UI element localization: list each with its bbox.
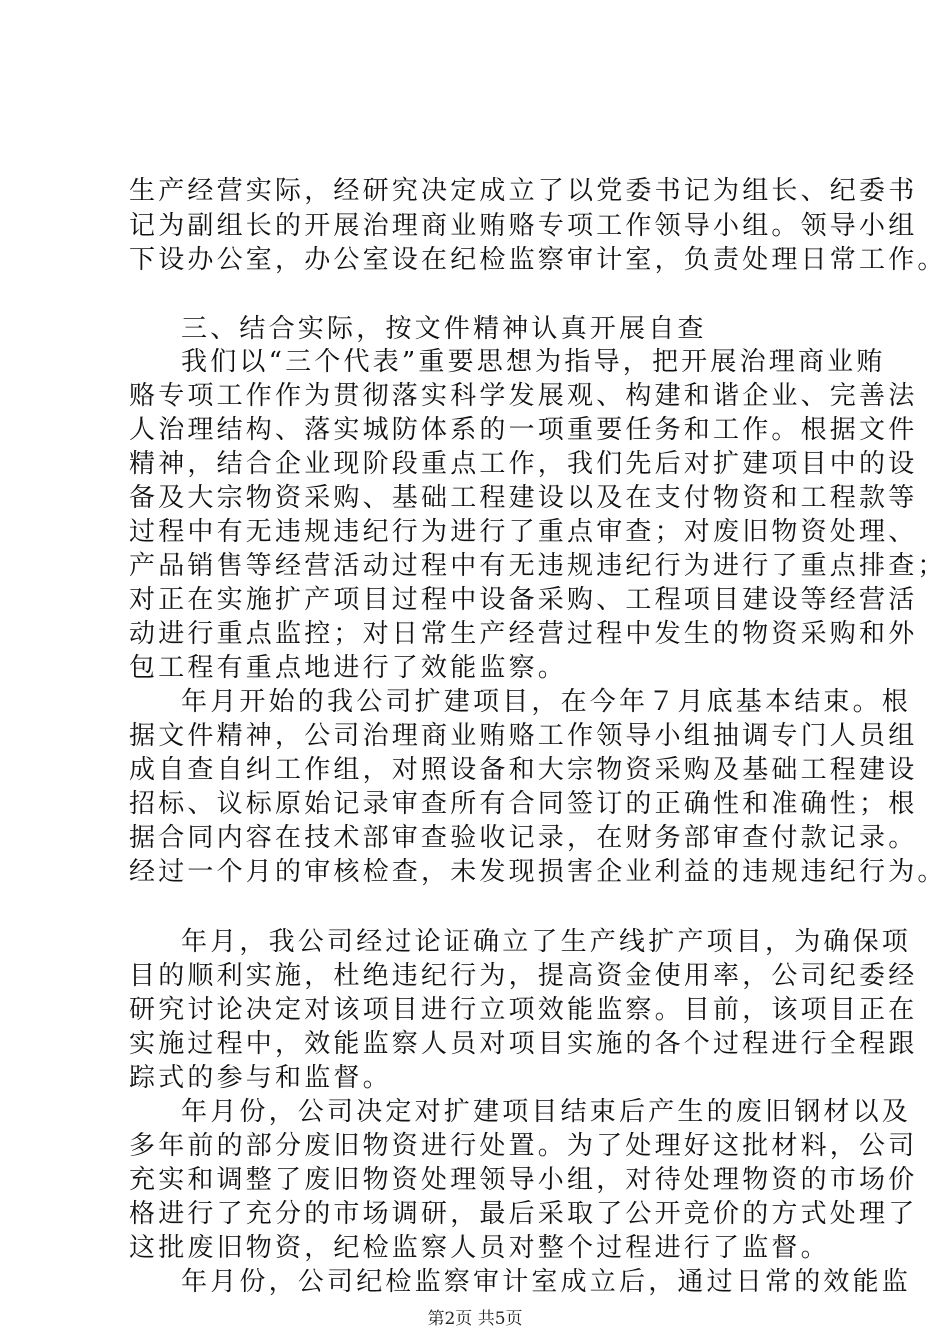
- text-line: 据合同内容在技术部审查验收记录，在财务部审查付款记录。: [129, 823, 918, 853]
- text-line: 下设办公室，办公室设在纪检监察审计室，负责处理日常工作。: [129, 245, 947, 275]
- text-line: 赂专项工作作为贯彻落实科学发展观、构建和谐企业、完善法: [129, 381, 918, 411]
- text-line: 产品销售等经营活动过程中有无违规违纪行为进行了重点排查；: [129, 551, 947, 581]
- text-line: 我们以“三个代表”重要思想为指导，把开展治理商业贿: [181, 347, 886, 377]
- text-line: 过程中有无违规违纪行为进行了重点审查；对废旧物资处理、: [129, 517, 918, 547]
- text-line: 年月份，公司决定对扩建项目结束后产生的废旧钢材以及: [181, 1097, 912, 1127]
- text-line: 人治理结构、落实城防体系的一项重要任务和工作。根据文件: [129, 415, 918, 445]
- text-line: 年月开始的我公司扩建项目，在今年７月底基本结束。根: [181, 687, 912, 717]
- text-line: 备及大宗物资采购、基础工程建设以及在支付物资和工程款等: [129, 483, 918, 513]
- text-line: 目的顺利实施，杜绝违纪行为，提高资金使用率，公司纪委经: [129, 961, 918, 991]
- text-line: 年月，我公司经过论证确立了生产线扩产项目，为确保项: [181, 927, 912, 957]
- text-line: 记为副组长的开展治理商业贿赂专项工作领导小组。领导小组: [129, 211, 918, 241]
- text-line: 招标、议标原始记录审查所有合同签订的正确性和准确性；根: [129, 789, 918, 819]
- page-number-footer: 第2页 共5页: [427, 1309, 523, 1329]
- text-line: 包工程有重点地进行了效能监察。: [129, 653, 568, 683]
- text-line: 研究讨论决定对该项目进行立项效能监察。目前，该项目正在: [129, 995, 918, 1025]
- text-line: 格进行了充分的市场调研，最后采取了公开竞价的方式处理了: [129, 1199, 918, 1229]
- text-line: 实施过程中，效能监察人员对项目实施的各个过程进行全程跟: [129, 1029, 918, 1059]
- text-line: 成自查自纠工作组，对照设备和大宗物资采购及基础工程建设: [129, 755, 918, 785]
- text-line: 对正在实施扩产项目过程中设备采购、工程项目建设等经营活: [129, 585, 918, 615]
- text-line: 经过一个月的审核检查，未发现损害企业利益的违规违纪行为。: [129, 857, 947, 887]
- text-line: 这批废旧物资，纪检监察人员对整个过程进行了监督。: [129, 1233, 830, 1263]
- text-line: 据文件精神，公司治理商业贿赂工作领导小组抽调专门人员组: [129, 721, 918, 751]
- text-line: 生产经营实际，经研究决定成立了以党委书记为组长、纪委书: [129, 176, 918, 206]
- text-line: 精神，结合企业现阶段重点工作，我们先后对扩建项目中的设: [129, 449, 918, 479]
- section-heading: 三、结合实际，按文件精神认真开展自查: [181, 314, 707, 344]
- text-line: 动进行重点监控；对日常生产经营过程中发生的物资采购和外: [129, 619, 918, 649]
- text-line: 多年前的部分废旧物资进行处置。为了处理好这批材料，公司: [129, 1131, 918, 1161]
- text-line: 踪式的参与和监督。: [129, 1063, 392, 1093]
- text-line: 年月份，公司纪检监察审计室成立后，通过日常的效能监: [181, 1267, 912, 1297]
- text-line: 充实和调整了废旧物资处理领导小组，对待处理物资的市场价: [129, 1165, 918, 1195]
